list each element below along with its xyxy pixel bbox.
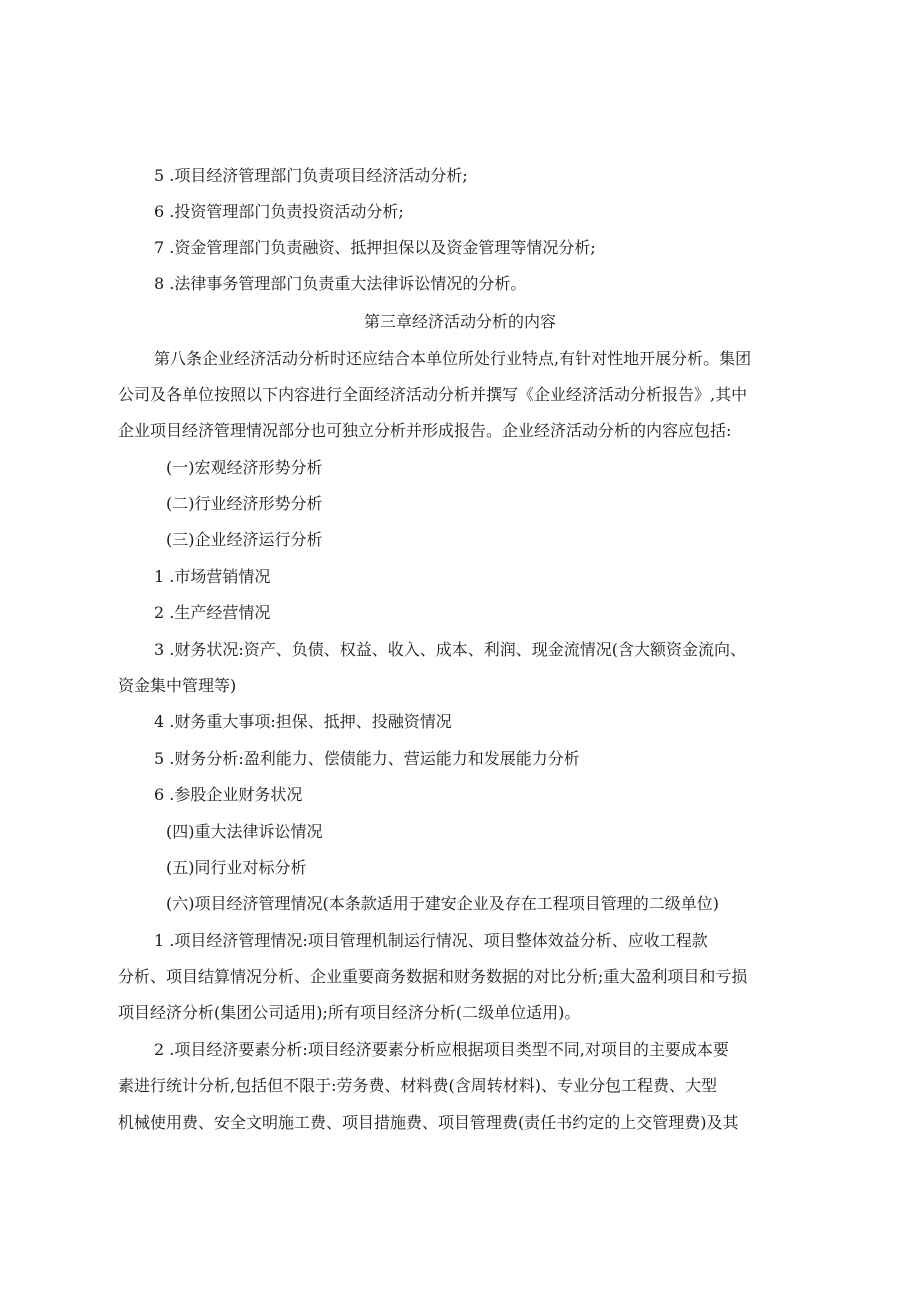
section-heading: (四)重大法律诉讼情况: [166, 822, 323, 841]
paragraph-line: 机械使用费、安全文明施工费、项目措施费、项目管理费(责任书约定的上交管理费)及其: [118, 1113, 739, 1132]
section-heading: (六)项目经济管理情况(本条款适用于建安企业及存在工程项目管理的二级单位): [166, 894, 719, 913]
list-item: 6 .参股企业财务状况: [154, 785, 303, 804]
paragraph-line: 公司及各单位按照以下内容进行全面经济活动分析并撰写《企业经济活动分析报告》,其中: [118, 385, 748, 404]
paragraph-line: 企业项目经济管理情况部分也可独立分析并形成报告。企业经济活动分析的内容应包括:: [118, 421, 732, 440]
section-heading: (二)行业经济形势分析: [166, 494, 323, 513]
paragraph-line: 项目经济分析(集团公司适用);所有项目经济分析(二级单位适用)。: [118, 1003, 581, 1022]
list-item: 2 .生产经营情况: [154, 603, 271, 622]
list-item: 1 .市场营销情况: [154, 567, 271, 586]
section-heading: (五)同行业对标分析: [166, 858, 307, 877]
paragraph-line: 第八条企业经济活动分析时还应结合本单位所处行业特点,有针对性地开展分析。集团: [154, 349, 752, 368]
list-item: 5 .财务分析:盈利能力、偿债能力、营运能力和发展能力分析: [154, 749, 580, 768]
chapter-title: 第三章经济活动分析的内容: [363, 312, 556, 331]
list-item: 5 .项目经济管理部门负责项目经济活动分析;: [154, 166, 468, 185]
list-item: 8 .法律事务管理部门负责重大法律诉讼情况的分析。: [154, 274, 527, 293]
list-item: 7 .资金管理部门负责融资、抵押担保以及资金管理等情况分析;: [154, 238, 596, 257]
section-heading: (三)企业经济运行分析: [166, 530, 323, 549]
list-item: 3 .财务状况:资产、负债、权益、收入、成本、利润、现金流情况(含大额资金流向、: [154, 640, 746, 659]
list-item: 4 .财务重大事项:担保、抵押、投融资情况: [154, 712, 452, 731]
paragraph-line: 2 .项目经济要素分析:项目经济要素分析应根据项目类型不同,对项目的主要成本要: [154, 1040, 729, 1059]
paragraph-line: 素进行统计分析,包括但不限于:劳务费、材料费(含周转材料)、专业分包工程费、大型: [118, 1076, 717, 1095]
list-item: 6 .投资管理部门负责投资活动分析;: [154, 202, 404, 221]
list-item-continuation: 资金集中管理等): [118, 676, 237, 695]
paragraph-line: 分析、项目结算情况分析、企业重要商务数据和财务数据的对比分析;重大盈利项目和亏损: [118, 967, 748, 986]
paragraph-line: 1 .项目经济管理情况:项目管理机制运行情况、项目整体效益分析、应收工程款: [154, 931, 708, 950]
section-heading: (一)宏观经济形势分析: [166, 458, 323, 477]
